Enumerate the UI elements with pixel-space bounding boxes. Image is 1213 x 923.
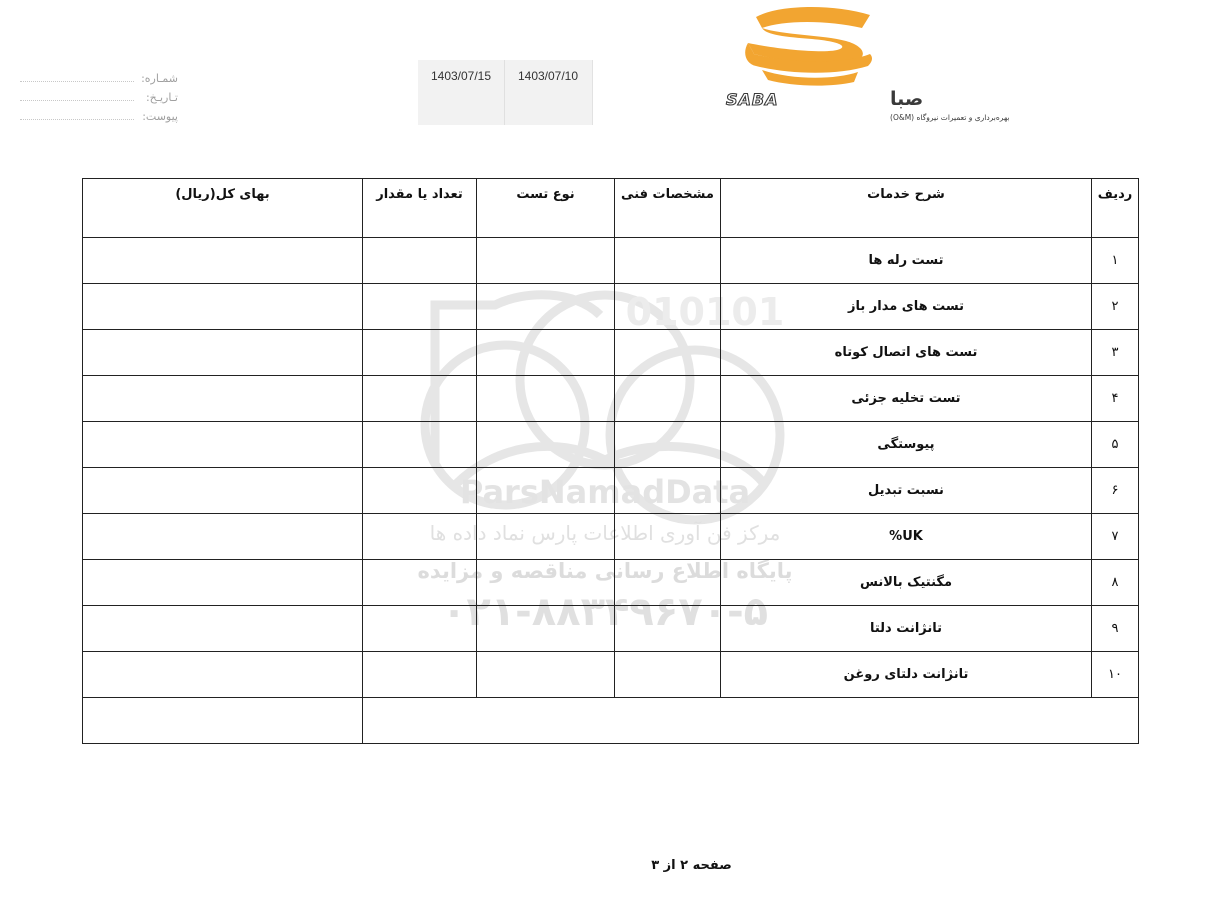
total-label-cell	[363, 698, 1139, 744]
table-row	[83, 514, 1139, 560]
row-index: ۹	[1092, 606, 1139, 652]
row-quantity-cell	[363, 468, 477, 514]
row-test-type-cell	[477, 514, 615, 560]
table-row	[83, 468, 1139, 514]
row-description: مگنتیک بالانس	[721, 560, 1092, 606]
row-specs-cell	[615, 284, 721, 330]
svg-text:پایگاه اطلاع رسانی مناقصه و مز: پایگاه اطلاع رسانی مناقصه و مزایده	[417, 559, 793, 583]
svg-text:010101: 010101	[625, 290, 785, 334]
col-header-description: شرح خدمات	[721, 179, 1092, 238]
row-description: تست های اتصال کوتاه	[721, 330, 1092, 376]
services-table	[82, 178, 1139, 744]
row-quantity-cell	[363, 376, 477, 422]
page-number: صفحه ۲ از ۳	[651, 858, 732, 873]
svg-text:ParsNamadData: ParsNamadData	[459, 473, 751, 511]
table-row	[83, 238, 1139, 284]
saba-logo-icon	[722, 4, 1010, 126]
row-index: ۲	[1092, 284, 1139, 330]
row-index: ۱	[1092, 238, 1139, 284]
row-test-type-cell	[477, 606, 615, 652]
row-quantity-cell	[363, 514, 477, 560]
row-specs-cell	[615, 652, 721, 698]
row-index: ۷	[1092, 514, 1139, 560]
row-index: ۳	[1092, 330, 1139, 376]
date-stamp-2: 1403/07/10	[504, 60, 591, 125]
letter-meta	[20, 70, 180, 127]
row-specs-cell	[615, 422, 721, 468]
row-description: پیوستگی	[721, 422, 1092, 468]
row-specs-cell	[615, 514, 721, 560]
date-stamps	[418, 60, 593, 125]
meta-number-label: شمـاره:	[141, 72, 178, 85]
row-quantity-cell	[363, 606, 477, 652]
row-description: تانژانت دلتای روغن	[721, 652, 1092, 698]
row-test-type-cell	[477, 560, 615, 606]
row-description: تست های مدار باز	[721, 284, 1092, 330]
col-header-total-price: بهای کل(ریال)	[83, 179, 363, 238]
row-price-cell	[83, 468, 363, 514]
row-test-type-cell	[477, 330, 615, 376]
row-specs-cell	[615, 606, 721, 652]
row-price-cell	[83, 606, 363, 652]
row-specs-cell	[615, 238, 721, 284]
row-price-cell	[83, 284, 363, 330]
col-header-test-type: نوع تست	[477, 179, 615, 238]
dotted-line	[20, 119, 134, 120]
row-price-cell	[83, 514, 363, 560]
meta-date	[20, 89, 180, 108]
row-description: تست رله ها	[721, 238, 1092, 284]
table-row	[83, 652, 1139, 698]
row-quantity-cell	[363, 238, 477, 284]
table-total-row	[83, 698, 1139, 744]
row-price-cell	[83, 422, 363, 468]
row-index: ۶	[1092, 468, 1139, 514]
row-test-type-cell	[477, 468, 615, 514]
row-quantity-cell	[363, 560, 477, 606]
date-stamp-1: 1403/07/15	[430, 69, 492, 83]
table-row	[83, 422, 1139, 468]
table-row	[83, 284, 1139, 330]
row-quantity-cell	[363, 652, 477, 698]
dotted-line	[20, 81, 134, 82]
table-row	[83, 376, 1139, 422]
row-quantity-cell	[363, 422, 477, 468]
row-test-type-cell	[477, 238, 615, 284]
row-price-cell	[83, 560, 363, 606]
svg-text:بهره‌برداری و تعمیرات نیروگاه: بهره‌برداری و تعمیرات نیروگاه (O&M)	[890, 113, 1010, 122]
svg-text:۰۲۱-۸۸۳۴۹۶۷۰-۵: ۰۲۱-۸۸۳۴۹۶۷۰-۵	[441, 589, 769, 635]
svg-text:صبا: صبا	[890, 88, 924, 110]
row-description: تست تخلیه جزئی	[721, 376, 1092, 422]
row-description: UK%	[721, 514, 1092, 560]
table-row	[83, 560, 1139, 606]
row-specs-cell	[615, 468, 721, 514]
saba-logo	[722, 4, 1010, 126]
col-header-index: ردیف	[1092, 179, 1139, 238]
svg-text:مرکز فن آوری اطلاعات پارس نماد: مرکز فن آوری اطلاعات پارس نماد داده ها	[429, 521, 781, 545]
row-test-type-cell	[477, 284, 615, 330]
row-test-type-cell	[477, 652, 615, 698]
row-test-type-cell	[477, 376, 615, 422]
row-index: ۱۰	[1092, 652, 1139, 698]
row-description: نسبت تبدیل	[721, 468, 1092, 514]
row-index: ۸	[1092, 560, 1139, 606]
row-specs-cell	[615, 560, 721, 606]
meta-number	[20, 70, 180, 89]
row-index: ۵	[1092, 422, 1139, 468]
row-index: ۴	[1092, 376, 1139, 422]
dotted-line	[20, 100, 134, 101]
row-test-type-cell	[477, 422, 615, 468]
meta-date-label: تـاریـخ:	[145, 91, 178, 104]
col-header-specs: مشخصات فنی	[615, 179, 721, 238]
row-description: تانژانت دلتا	[721, 606, 1092, 652]
meta-attachment-label: پیوست:	[142, 110, 178, 123]
row-specs-cell	[615, 376, 721, 422]
table-header-row	[83, 179, 1139, 238]
row-price-cell	[83, 330, 363, 376]
row-specs-cell	[615, 330, 721, 376]
total-price-cell	[83, 698, 363, 744]
col-header-quantity: تعداد یا مقدار	[363, 179, 477, 238]
row-price-cell	[83, 238, 363, 284]
row-price-cell	[83, 652, 363, 698]
table-row	[83, 330, 1139, 376]
row-price-cell	[83, 376, 363, 422]
svg-text:SABA: SABA	[726, 90, 779, 109]
row-quantity-cell	[363, 284, 477, 330]
table-row	[83, 606, 1139, 652]
row-quantity-cell	[363, 330, 477, 376]
meta-attachment	[20, 108, 180, 127]
